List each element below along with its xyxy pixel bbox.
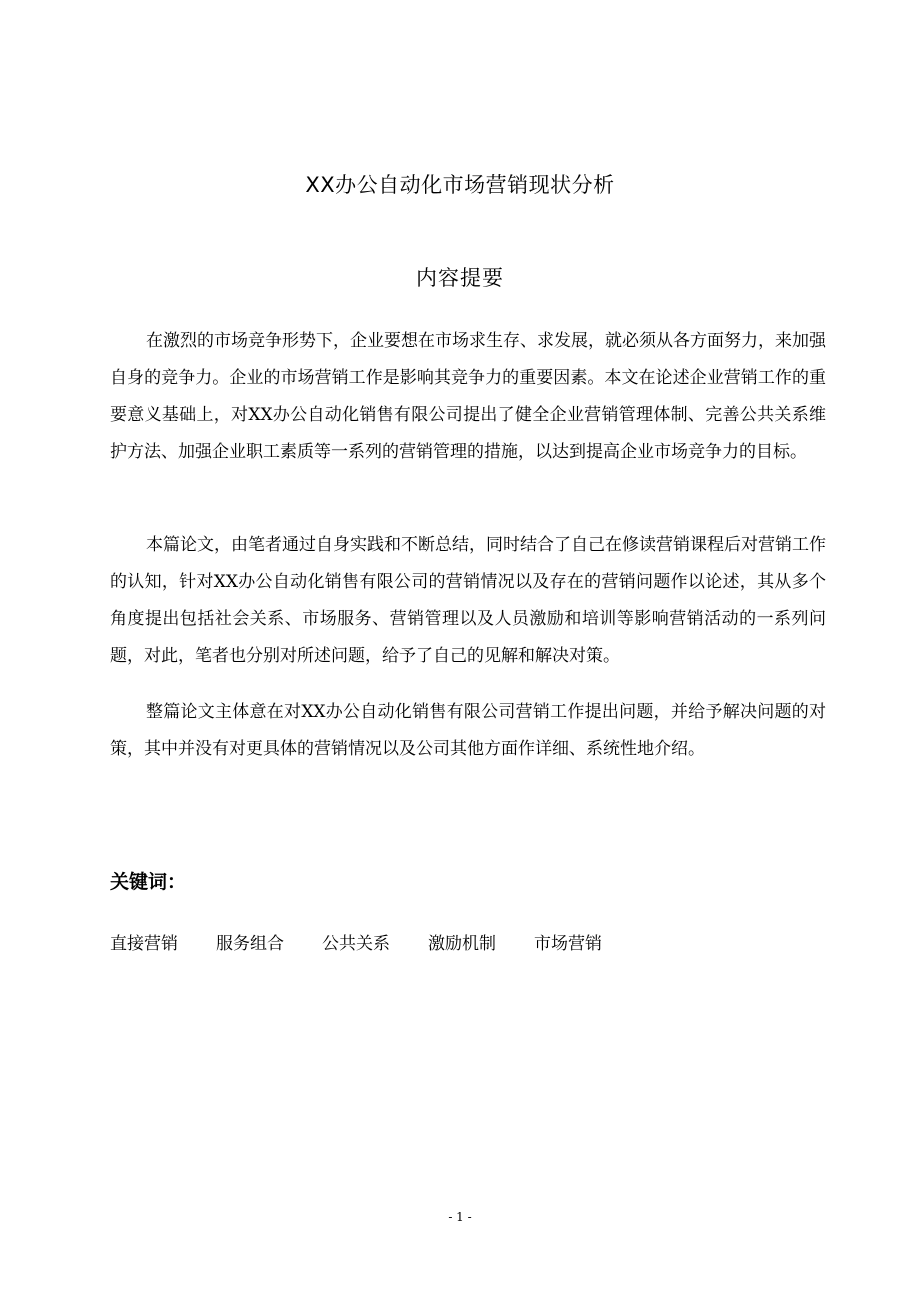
page-number: - 1 -: [448, 1210, 472, 1224]
keywords-list: [110, 929, 826, 959]
abstract-paragraph-2: 本篇论文，由笔者通过自身实践和不断总结，同时结合了自己在修读营销课程后对营销工作的认知，针对XX办公自动化销售有限公司的营销情况以及存在的营销问题作以论述，其从多个角度提出包括社会关系、市场服务、营销管理以及人员激励和培训等影响营销活动的一系列问题，对此，笔者也分别对所述问题，给予了自己的见解和解决对策。: [110, 535, 826, 666]
keywords-heading: 关键词：: [110, 871, 187, 893]
document-title: XX办公自动化市场营销现状分析: [305, 173, 615, 197]
abstract-heading: 内容提要: [416, 266, 504, 290]
abstract-paragraph-1: 在激烈的市场竞争形势下，企业要想在市场求生存、求发展，就必须从各方面努力，来加强自身的竞争力。企业的市场营销工作是影响其竞争力的重要因素。本文在论述企业营销工作的重要意义基础上，对XX办公自动化销售有限公司提出了健全企业营销管理体制、完善公共关系维护方法、加强企业职工素质等一系列的营销管理的措施，以达到提高企业市场竞争力的目标。: [110, 331, 826, 462]
keyword-item: 市场营销: [534, 934, 602, 954]
keyword-item: 公共关系: [322, 934, 390, 954]
keyword-item: 直接营销: [110, 934, 178, 954]
keyword-item: 激励机制: [428, 934, 496, 954]
keyword-item: 服务组合: [216, 934, 284, 954]
abstract-paragraph-3: 整篇论文主体意在对XX办公自动化销售有限公司营销工作提出问题，并给予解决问题的对策，其中并没有对更具体的营销情况以及公司其他方面作详细、系统性地介绍。: [110, 702, 826, 759]
